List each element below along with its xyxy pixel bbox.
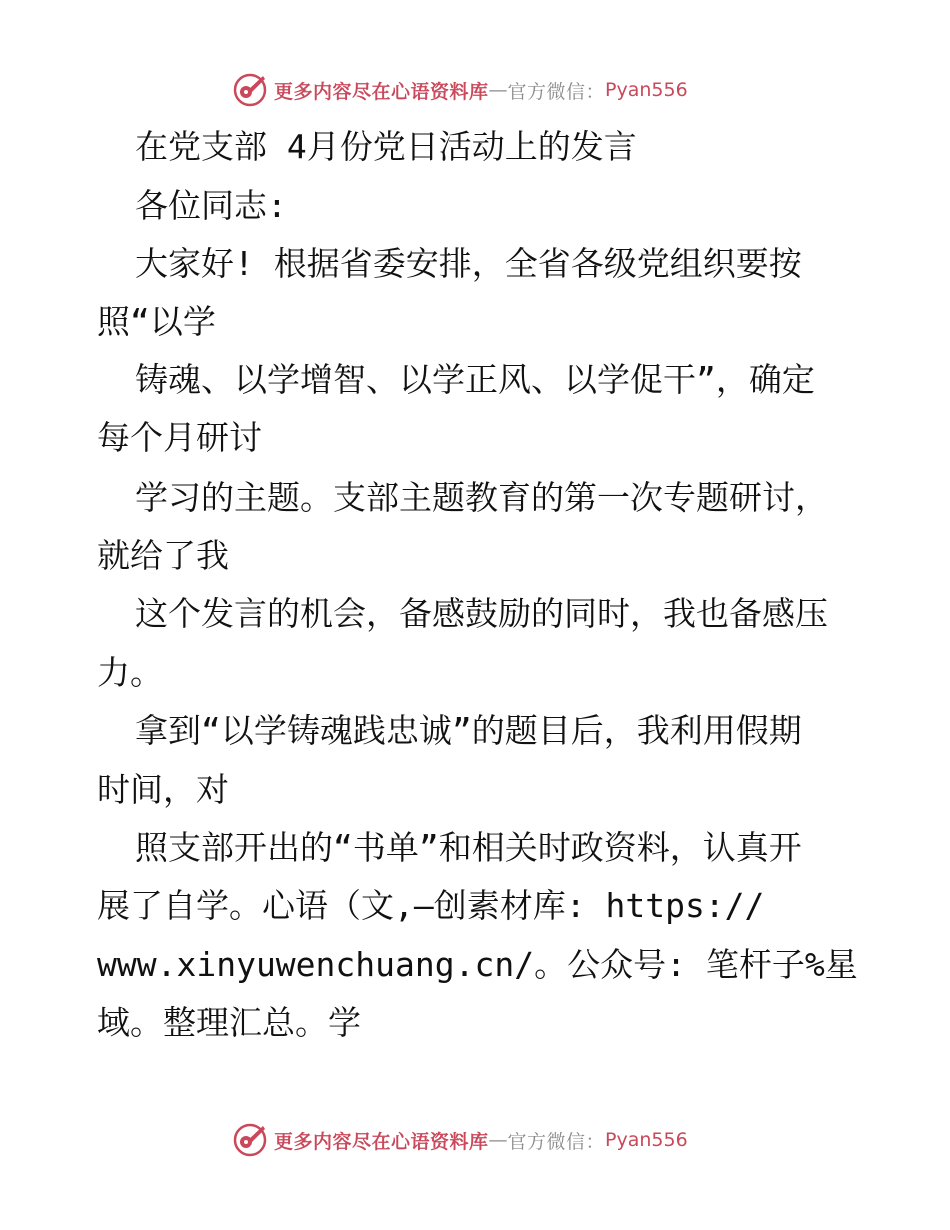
paragraph-line: 拿到“以学铸魂践忠诚”的题目后，我利用假期 — [135, 711, 802, 750]
paragraph-line: 就给了我 — [97, 536, 229, 575]
paragraph-line: 铸魂、以学增智、以学正风、以学促干”，确定 — [135, 360, 815, 399]
paragraph-line: 这个发言的机会，备感鼓励的同时，我也备感压 — [135, 594, 828, 633]
paragraph-line: 照支部开出的“书单”和相关时政资料，认真开 — [135, 828, 802, 867]
banner-main-text: 更多内容尽在心语资料库 — [274, 1130, 489, 1153]
banner-dash: — — [488, 1129, 508, 1151]
document-title: 在党支部 4月份党日活动上的发言 — [135, 127, 637, 166]
banner-wechat-id: Pyan556 — [605, 1129, 688, 1151]
header-banner — [232, 72, 688, 108]
paragraph-line: 力。 — [97, 653, 163, 692]
banner-wechat-label: 官方微信： — [507, 1130, 606, 1153]
paragraph-line: 域。整理汇总。学 — [97, 1003, 361, 1042]
paragraph-line: www.xinyuwenchuang.cn/。公众号: 笔杆子%星 — [97, 945, 858, 984]
banner-dash: — — [488, 79, 508, 101]
paragraph-line: 大家好! 根据省委安排，全省各级党组织要按 — [135, 244, 802, 283]
paragraph-line: 照“以学 — [97, 302, 216, 341]
paragraph-line: 学习的主题。支部主题教育的第一次专题研讨， — [135, 478, 828, 517]
paragraph-line: 每个月研讨 — [97, 418, 262, 457]
banner-main-text: 更多内容尽在心语资料库 — [274, 80, 489, 103]
pen-logo-icon — [232, 72, 268, 108]
salutation: 各位同志: — [135, 186, 287, 225]
pen-logo-icon — [232, 1122, 268, 1158]
paragraph-line: 展了自学。心语（文,—创素材库: https:// — [97, 886, 765, 925]
banner-wechat-id: Pyan556 — [605, 79, 688, 101]
banner-wechat-label: 官方微信： — [507, 80, 606, 103]
paragraph-line: 时间，对 — [97, 770, 229, 809]
footer-banner — [232, 1122, 688, 1158]
